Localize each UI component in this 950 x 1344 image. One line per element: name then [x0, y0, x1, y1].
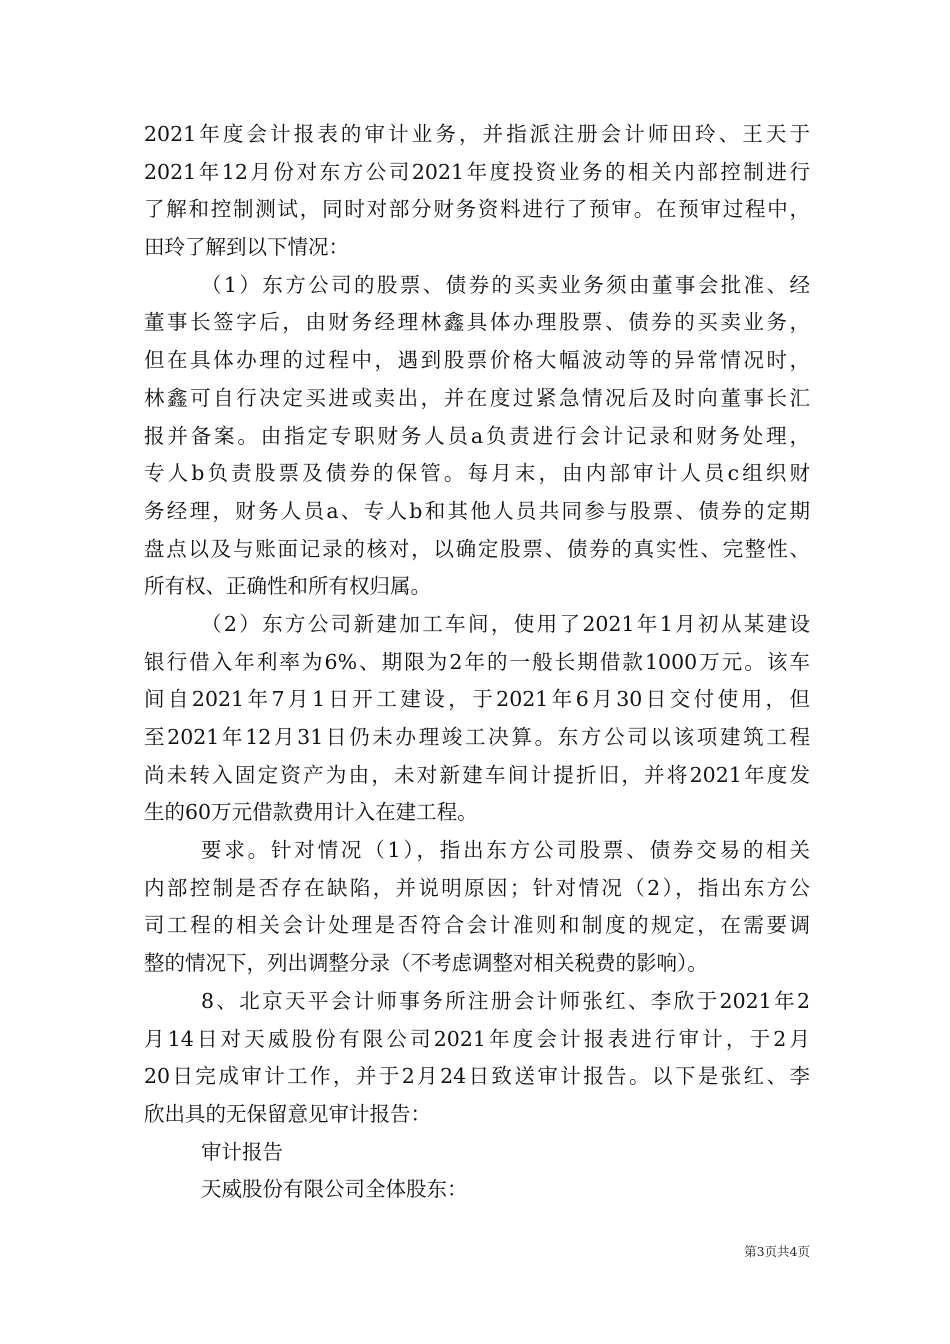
text-line-4: 田玲了解到以下情况： [144, 235, 349, 260]
text-line-23: 整的情况下，列出调整分录（不考虑调整对相关税费的影响）。 [144, 951, 708, 976]
text-line-21: 内部控制是否存在缺陷，并说明原因；针对情况（2），指出东方公 [144, 875, 810, 900]
text-line-15: 银行借入年利率为6%、期限为2年的一般长期借款1000万元。该车 [144, 649, 810, 674]
text-line-12: 盘点以及与账面记录的核对，以确定股票、债券的真实性、完整性、 [144, 536, 810, 561]
text-line-9: 报并备案。由指定专职财务人员a负责进行会计记录和财务处理， [144, 423, 810, 448]
text-line-16: 间自2021年7月1日开工建设，于2021年6月30日交付使用，但 [144, 687, 810, 712]
text-line-17: 至2021年12月31日仍未办理竣工决算。东方公司以该项建筑工程 [144, 725, 810, 749]
text-line-25: 月14日对天威股份有限公司2021年度会计报表进行审计，于2月 [144, 1026, 810, 1051]
text-line-13: 所有权、正确性和所有权归属。 [144, 574, 431, 599]
text-line-2: 2021年12月份对东方公司2021年度投资业务的相关内部控制进行 [144, 159, 810, 184]
text-line-5: （1）东方公司的股票、债券的买卖业务须由董事会批准、经 [201, 272, 810, 297]
text-line-10: 专人b负责股票及债券的保管。每月末，由内部审计人员c组织财 [144, 461, 810, 486]
text-line-14: （2）东方公司新建加工车间，使用了2021年1月初从某建设 [201, 611, 810, 636]
text-line-6: 董事长签字后，由财务经理林鑫具体办理股票、债券的买卖业务， [144, 310, 810, 335]
text-line-11: 务经理，财务人员a、专人b和其他人员共同参与股票、债券的定期 [144, 498, 810, 523]
text-line-1: 2021年度会计报表的审计业务，并指派注册会计师田玲、王天于 [144, 122, 810, 146]
text-line-20: 要求。针对情况（1），指出东方公司股票、债券交易的相关 [201, 838, 810, 863]
text-line-18: 尚未转入固定资产为由，未对新建车间计提折旧，并将2021年度发 [144, 762, 810, 787]
text-line-27: 欣出具的无保留意见审计报告： [144, 1101, 431, 1126]
text-line-3: 了解和控制测试，同时对部分财务资料进行了预审。在预审过程中， [144, 197, 810, 222]
text-line-26: 20日完成审计工作，并于2月24日致送审计报告。以下是张红、李 [144, 1064, 810, 1089]
report-addressee: 天威股份有限公司全体股东： [201, 1177, 468, 1202]
text-line-24: 8、北京天平会计师事务所注册会计师张红、李欣于2021年2 [201, 988, 810, 1013]
report-title: 审计报告 [201, 1139, 283, 1164]
page-number-footer: 第3页共4页 [744, 1244, 810, 1259]
text-line-7: 但在具体办理的过程中，遇到股票价格大幅波动等的异常情况时， [144, 348, 810, 373]
document-body [144, 116, 810, 1209]
text-line-19: 生的60万元借款费用计入在建工程。 [144, 800, 478, 825]
text-line-8: 林鑫可自行决定买进或卖出，并在度过紧急情况后及时向董事长汇 [144, 385, 810, 410]
text-line-22: 司工程的相关会计处理是否符合会计准则和制度的规定，在需要调 [144, 913, 810, 938]
